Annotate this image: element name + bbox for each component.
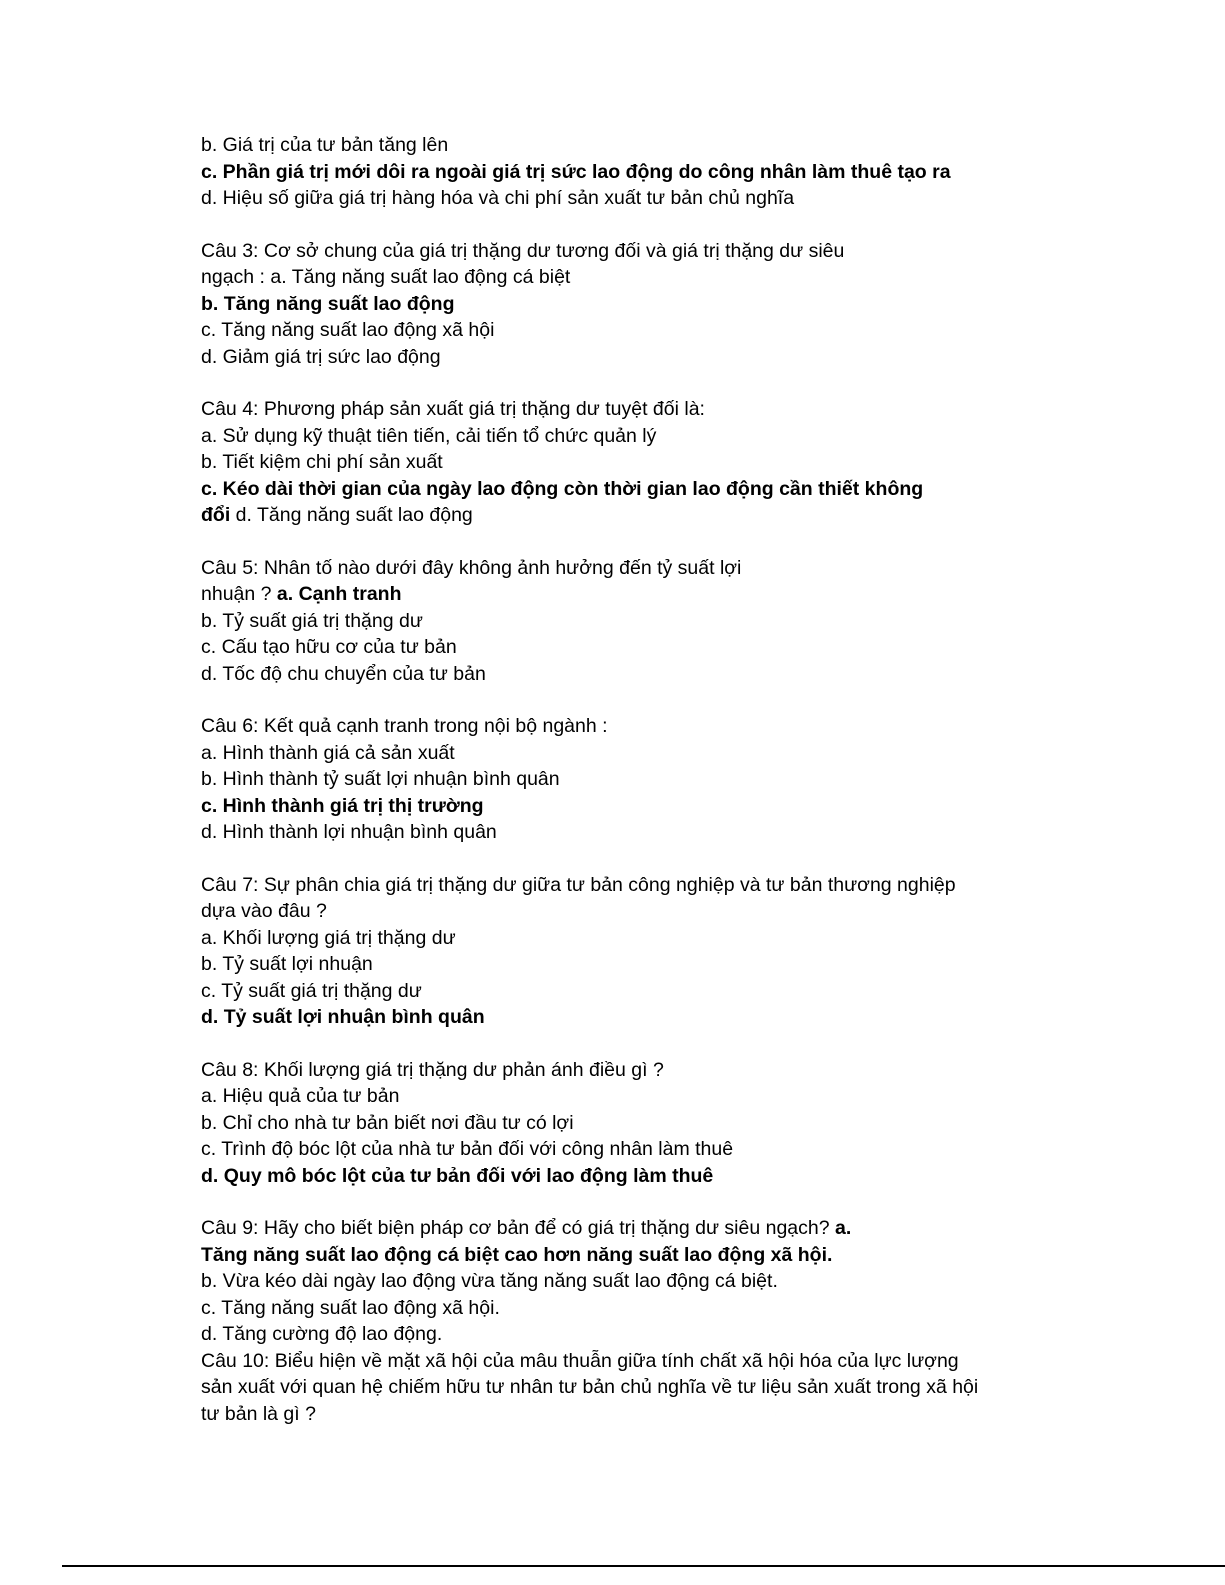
q5-stem-cont: nhuận ? <box>201 583 277 605</box>
q7-option-a: a. Khối lượng giá trị thặng dư <box>201 926 456 949</box>
q3-option-c: c. Tăng năng suất lao động xã hội <box>201 319 495 341</box>
q8-option-a: a. Hiệu quả của tư bản <box>201 1085 400 1107</box>
document-body <box>201 132 1031 1427</box>
q9-option-a-label: a. <box>835 1217 852 1239</box>
q5-option-c: c. Cấu tạo hữu cơ của tư bản <box>201 636 457 658</box>
q3-stem: Câu 3: Cơ sở chung của giá trị thặng dư tương đối và giá trị thặng dư siêu <box>201 239 845 262</box>
question-2-tail <box>201 132 1031 212</box>
q4-option-a: a. Sử dụng kỹ thuật tiên tiến, cải tiến tổ chức quản lý <box>201 424 657 447</box>
q9-option-b: b. Vừa kéo dài ngày lao động vừa tăng năng suất lao động cá biệt. <box>201 1270 778 1292</box>
q4-line-mixed <box>201 502 1031 529</box>
q3-option-b-answer: b. Tăng năng suất lao động <box>201 292 455 315</box>
q8-option-b: b. Chỉ cho nhà tư bản biết nơi đầu tư có lợi <box>201 1111 574 1134</box>
q7-option-d-answer: d. Tỷ suất lợi nhuận bình quân <box>201 1006 485 1028</box>
q9-option-a-answer: Tăng năng suất lao động cá biệt cao hơn năng suất lao động xã hội. <box>201 1243 833 1266</box>
question-9 <box>201 1215 1031 1348</box>
q8-option-d-answer: d. Quy mô bóc lột của tư bản đối với lao động làm thuê <box>201 1164 714 1187</box>
q4-stem: Câu 4: Phương pháp sản xuất giá trị thặng dư tuyệt đối là: <box>201 398 705 420</box>
q3-stem-cont: ngạch : a. Tăng năng suất lao động cá biệt <box>201 266 571 288</box>
q5-line-mixed <box>201 581 1031 608</box>
question-4 <box>201 396 1031 529</box>
question-6 <box>201 713 1031 846</box>
q5-option-d: d. Tốc độ chu chuyển của tư bản <box>201 662 486 685</box>
question-3 <box>201 238 1031 371</box>
question-7 <box>201 872 1031 1031</box>
q9-option-d: d. Tăng cường độ lao động. <box>201 1323 443 1345</box>
q4-option-c-answer-cont: đổi <box>201 504 231 526</box>
q4-option-d: d. Tăng năng suất lao động <box>230 504 473 526</box>
q6-option-d: d. Hình thành lợi nhuận bình quân <box>201 821 497 843</box>
page-bottom-border <box>62 1565 1225 1567</box>
q6-option-a: a. Hình thành giá cả sản xuất <box>201 741 455 764</box>
q6-option-c-answer: c. Hình thành giá trị thị trường <box>201 794 484 817</box>
q8-option-c: c. Trình độ bóc lột của nhà tư bản đối với công nhân làm thuê <box>201 1138 734 1160</box>
q10-stem-cont-2: tư bản là gì ? <box>201 1402 316 1425</box>
q10-stem: Câu 10: Biểu hiện về mặt xã hội của mâu thuẫn giữa tính chất xã hội hóa của lực lượng <box>201 1349 959 1372</box>
q5-option-a-answer: a. Cạnh tranh <box>276 583 402 605</box>
q5-option-b: b. Tỷ suất giá trị thặng dư <box>201 609 423 632</box>
q9-line-mixed <box>201 1215 1031 1242</box>
question-10 <box>201 1348 1031 1428</box>
q7-stem-cont: dựa vào đâu ? <box>201 900 327 922</box>
q7-option-b: b. Tỷ suất lợi nhuận <box>201 953 373 975</box>
question-5 <box>201 555 1031 688</box>
q5-stem: Câu 5: Nhân tố nào dưới đây không ảnh hưởng đến tỷ suất lợi <box>201 556 742 579</box>
q9-option-c: c. Tăng năng suất lao động xã hội. <box>201 1296 500 1319</box>
q6-option-b: b. Hình thành tỷ suất lợi nhuận bình quân <box>201 768 560 790</box>
q7-stem: Câu 7: Sự phân chia giá trị thặng dư giữa tư bản công nghiệp và tư bản thương nghiệp <box>201 873 956 896</box>
q6-stem: Câu 6: Kết quả cạnh tranh trong nội bộ ngành : <box>201 715 608 737</box>
q2-option-d: d. Hiệu số giữa giá trị hàng hóa và chi phí sản xuất tư bản chủ nghĩa <box>201 187 795 209</box>
q10-stem-cont: sản xuất với quan hệ chiếm hữu tư nhân tư bản chủ nghĩa về tư liệu sản xuất trong xã hội <box>201 1376 979 1398</box>
q9-stem: Câu 9: Hãy cho biết biện pháp cơ bản để có giá trị thặng dư siêu ngạch? <box>201 1217 836 1239</box>
q3-option-d: d. Giảm giá trị sức lao động <box>201 345 441 368</box>
question-8 <box>201 1057 1031 1190</box>
q2-option-b: b. Giá trị của tư bản tăng lên <box>201 134 449 156</box>
q7-option-c: c. Tỷ suất giá trị thặng dư <box>201 979 422 1002</box>
q2-option-c-answer: c. Phần giá trị mới dôi ra ngoài giá trị sức lao động do công nhân làm thuê tạo ra <box>201 160 951 183</box>
q4-option-b: b. Tiết kiệm chi phí sản xuất <box>201 451 443 473</box>
q4-option-c-answer: c. Kéo dài thời gian của ngày lao động còn thời gian lao động cần thiết không <box>201 477 924 500</box>
q8-stem: Câu 8: Khối lượng giá trị thặng dư phản ánh điều gì ? <box>201 1058 664 1081</box>
